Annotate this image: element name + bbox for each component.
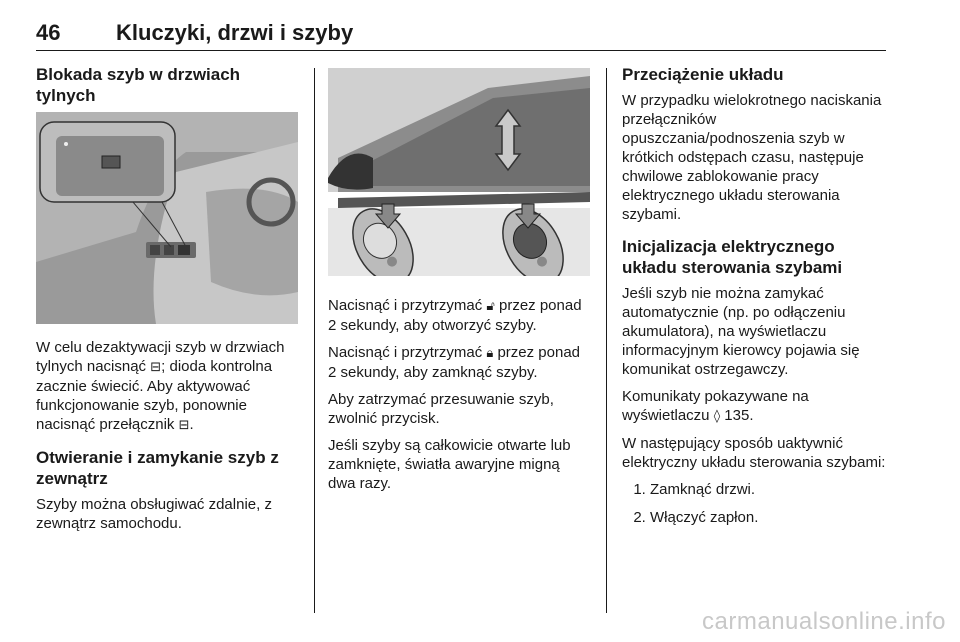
list-item: 1. Zamknąć drzwi.: [650, 480, 890, 499]
door-panel-illustration: [36, 112, 298, 324]
paragraph-overload: W przypadku wielokrotnego naciskania przełączników opuszczania/podnoszenia szyb w krótkich odstępach czasu, następuje chwilowe zablokowanie pracy elektrycznego układu sterowania szybami.: [622, 92, 882, 223]
window-child-lock-icon: ⊟: [178, 418, 190, 433]
window-child-lock-icon: ⊟: [150, 360, 162, 375]
chapter-title: Kluczyki, drzwi i szyby: [116, 20, 354, 45]
paragraph-open-windows: Nacisnąć i przytrzymać 🔓︎ przez ponad 2 sekundy, aby otworzyć szyby.: [328, 297, 582, 334]
column-left: [36, 64, 304, 541]
paragraph-hazard-flash: Jeśli szyby są całkowicie otwarte lub zamknięte, światła awaryjne migną dwa razy.: [328, 437, 571, 492]
section-heading-initialization: Inicjalizacja elektrycznego układu sterowania szybami: [622, 237, 843, 277]
paragraph-activate: W następujący sposób uaktywnić elektryczny układu sterowania szybami:: [622, 435, 886, 471]
key-unlock-icon: 🔓︎: [486, 299, 495, 314]
column-divider: [606, 68, 607, 613]
paragraph-remote: Szyby można obsługiwać zdalnie, z zewnątrz samochodu.: [36, 496, 272, 532]
key-window-illustration: [328, 68, 590, 276]
list-item: 2. Włączyć zapłon.: [650, 508, 890, 527]
steps-list: [622, 480, 890, 527]
page-number: 46: [36, 20, 61, 45]
column-divider: [314, 68, 315, 613]
page-header: [36, 18, 886, 51]
column-middle: [328, 68, 590, 501]
paragraph-display-ref: Komunikaty pokazywane na wyświetlaczu ◊ 135.: [622, 388, 809, 424]
section-heading-remote: Otwieranie i zamykanie szyb z zewnątrz: [36, 448, 279, 488]
paragraph-stop-windows: Aby zatrzymać przesuwanie szyb, zwolnić przycisk.: [328, 391, 554, 427]
paragraph-close-windows: Nacisnąć i przytrzymać 🔒︎ przez ponad 2 sekundy, aby zamknąć szyby.: [328, 344, 581, 381]
paragraph-child-lock: W celu dezaktywacji szyb w drzwiach tylnych nacisnąć ⊟; dioda kontrolna zacznie świecić. Aby aktywować funkcjonowanie szyb, ponownie nacisnąć przełącznik ⊟.: [36, 339, 285, 433]
column-right: [622, 64, 890, 536]
watermark: carmanualsonline.info: [702, 608, 946, 635]
page-reference-icon: ◊: [713, 409, 721, 424]
section-heading-child-lock: Blokada szyb w drzwiach tylnych: [36, 65, 241, 105]
section-heading-overload: Przeciążenie układu: [622, 65, 784, 84]
key-lock-icon: 🔒︎: [486, 346, 494, 361]
paragraph-initialization: Jeśli szyb nie można zamykać automatycznie (np. po odłączeniu akumulatora), na wyświetlaczu informacyjnym kierowcy pojawia się komunikat ostrzegawczy.: [622, 285, 860, 378]
